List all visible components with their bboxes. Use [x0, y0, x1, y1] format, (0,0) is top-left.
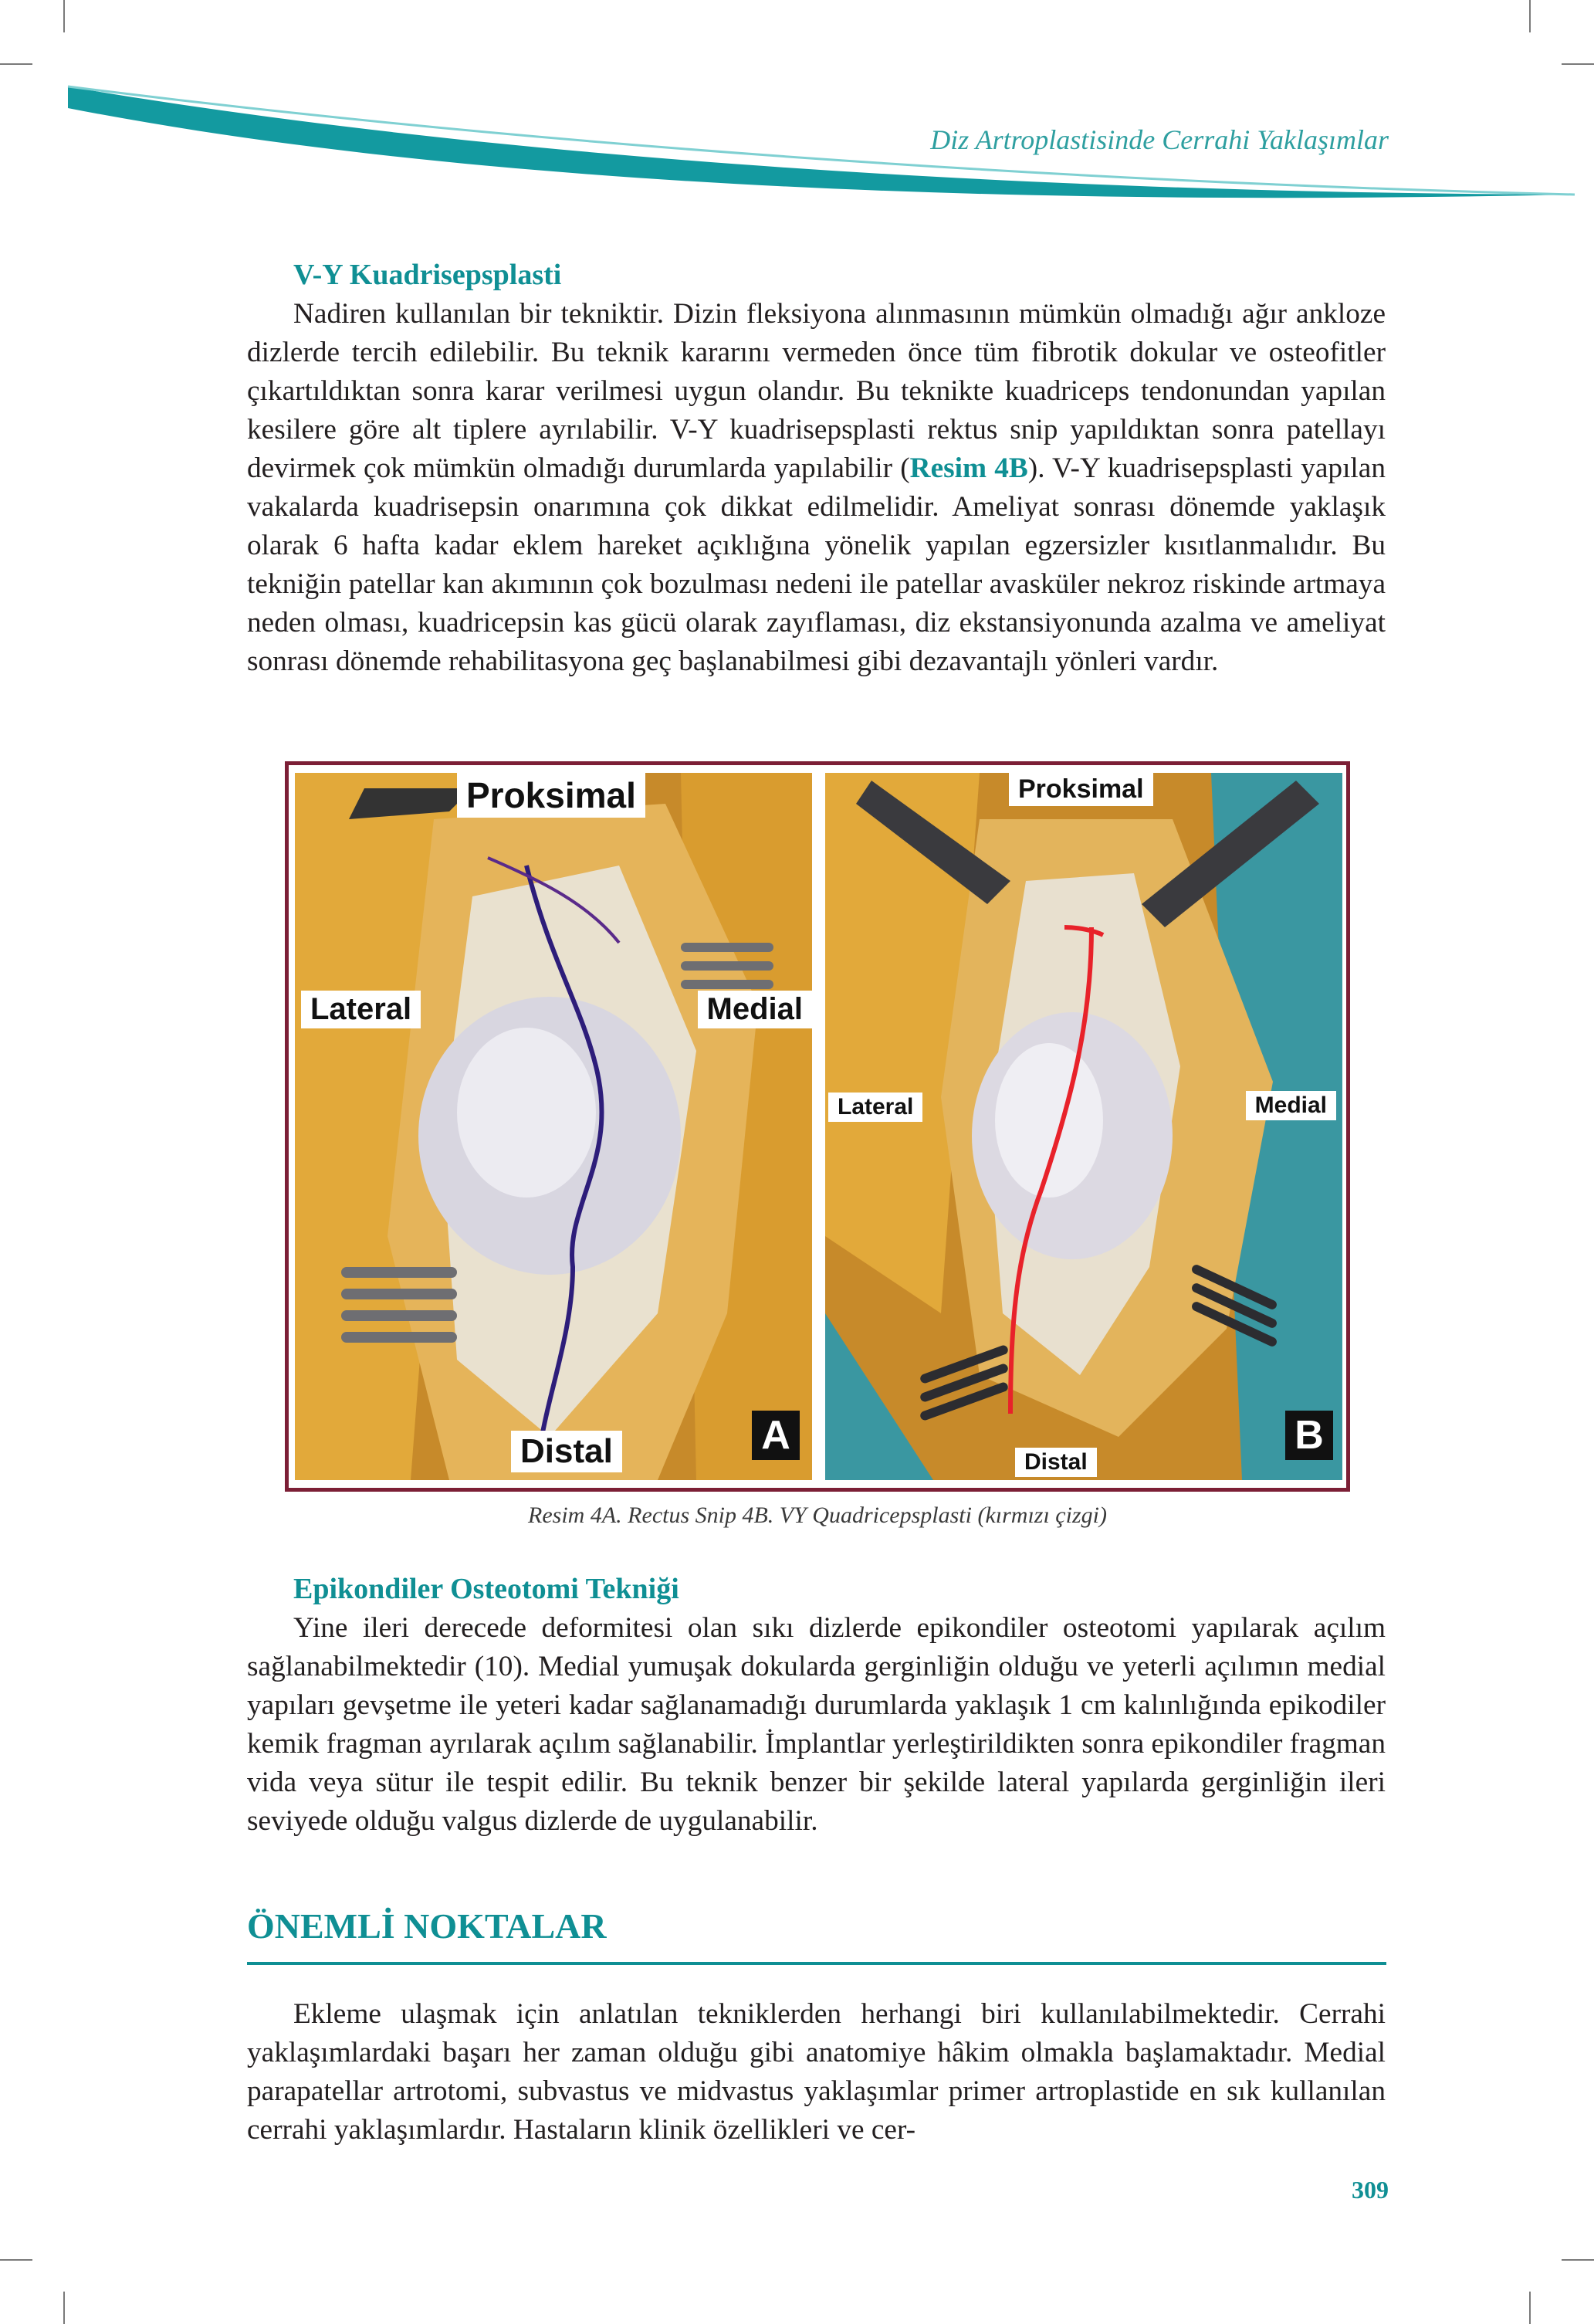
label-proksimal: Proksimal [1009, 773, 1153, 806]
paragraph-vy [247, 295, 1386, 681]
label-medial: Medial [1246, 1091, 1336, 1120]
running-title: Diz Artroplastisinde Cerrahi Yaklaşımlar [930, 124, 1389, 155]
heading-rule [247, 1962, 1386, 1965]
page-number: 309 [1352, 2176, 1389, 2204]
paragraph-onemli: Ekleme ulaşmak için anlatılan tekniklerden herhangi biri kullanılabilmektedir. Cerrahi yaklaşımlardaki başarı her zaman olduğu gibi anatomiye hâkim olmakla başlamaktadır. Medial parapatellar artrotomi, subvastus ve midvastus yaklaşımlar primer artroplastide en sık kullanılan cerrahi yaklaşımlardır. Hastaların klinik özellikleri ve cer- [247, 1998, 1386, 2146]
section-heading-onemli: ÖNEMLİ NOKTALAR [247, 1906, 607, 1946]
figure-4 [285, 761, 1350, 1492]
label-lateral: Lateral [828, 1093, 922, 1122]
section-vy [247, 258, 1386, 681]
figure-caption: Resim 4A. Rectus Snip 4B. VY Quadricepsplasti (kırmızı çizgi) [528, 1502, 1107, 1528]
figure-panel-b [825, 773, 1342, 1480]
panel-letter-b: B [1285, 1411, 1333, 1460]
crop-mark [1562, 2259, 1594, 2261]
crop-mark [1529, 2292, 1531, 2324]
figure-ref-link[interactable]: Resim 4B [909, 452, 1028, 484]
label-proksimal: Proksimal [457, 773, 645, 818]
label-distal: Distal [1015, 1448, 1097, 1477]
section-epikondiler [247, 1572, 1386, 1841]
paragraph-text: Nadiren kullanılan bir tekniktir. Dizin fleksiyona alınmasının mümkün olmadığı ağır ankloze dizlerde tercih edilebilir. Bu teknik kararını vermeden önce tüm fibrotik dokular ve osteofitler çıkartıldıktan sonra karar verilmesi uygun olandır. Bu teknikte kuadriceps tendonundan yapılan kesilere göre alt tiplere ayrılabilir. V-Y kuadrisepsplasti rektus snip yapıldıktan sonra patellayı devirmek çok mümkün olmadığı durumlarda yapılabilir ( [247, 298, 1386, 484]
crop-mark [63, 2292, 65, 2324]
header-swoosh [0, 0, 1594, 232]
crop-mark [0, 2259, 32, 2261]
surgical-photo-b [825, 773, 1342, 1480]
paragraph-text: ). V-Y kuadrisepsplasti yapılan vakalarda kuadrisepsin onarımına çok dikkat edilmelidir. Ameliyat sonrası dönemde yaklaşık olarak 6 hafta kadar eklem hareket açıklığına yönelik yapılan egzersizler kısıtlanmalıdır. Bu tekniğin patellar kan akımının çok bozulması nedeni ile patellar avasküler nekroz riskinde artmaya neden olması, kuadricepsin kas gücü olarak zayıflaması, diz ekstansiyonunda azalma ve ameliyat sonrası dönemde rehabilitasyona geç başlanabilmesi gibi dezavantajlı yönleri vardır. [247, 452, 1386, 677]
label-distal: Distal [511, 1431, 622, 1472]
paragraph-epikondiler: Yine ileri derecede deformitesi olan sıkı dizlerde epikondiler osteotomi yapılarak açılım sağlanabilmektedir (10). Medial yumuşak dokularda gerginliğin olduğu ve yeterli açılımın medial yapıları gevşetme ile yeteri kadar sağlanamadığı durumlarda yaklaşık 1 cm kalınlığında epikodiler kemik fragman ayrılarak açılım sağlanabilir. İmplantlar yerleştirildikten sonra epikondiler fragman vida veya sütur ile tespit edilir. Bu teknik benzer bir şekilde lateral yapılarda gerginliğin ileri seviyede olduğu valgus dizlerde de uygulanabilir. [247, 1612, 1386, 1837]
label-lateral: Lateral [301, 991, 421, 1028]
panel-letter-a: A [752, 1411, 800, 1460]
section-heading-vy: V-Y Kuadrisepsplasti [293, 259, 562, 291]
label-medial: Medial [698, 991, 812, 1028]
section-heading-epikondiler: Epikondiler Osteotomi Tekniği [293, 1573, 679, 1605]
surgical-photo-a [295, 773, 812, 1480]
section-onemli [247, 1995, 1386, 2150]
figure-panel-a [295, 773, 812, 1480]
